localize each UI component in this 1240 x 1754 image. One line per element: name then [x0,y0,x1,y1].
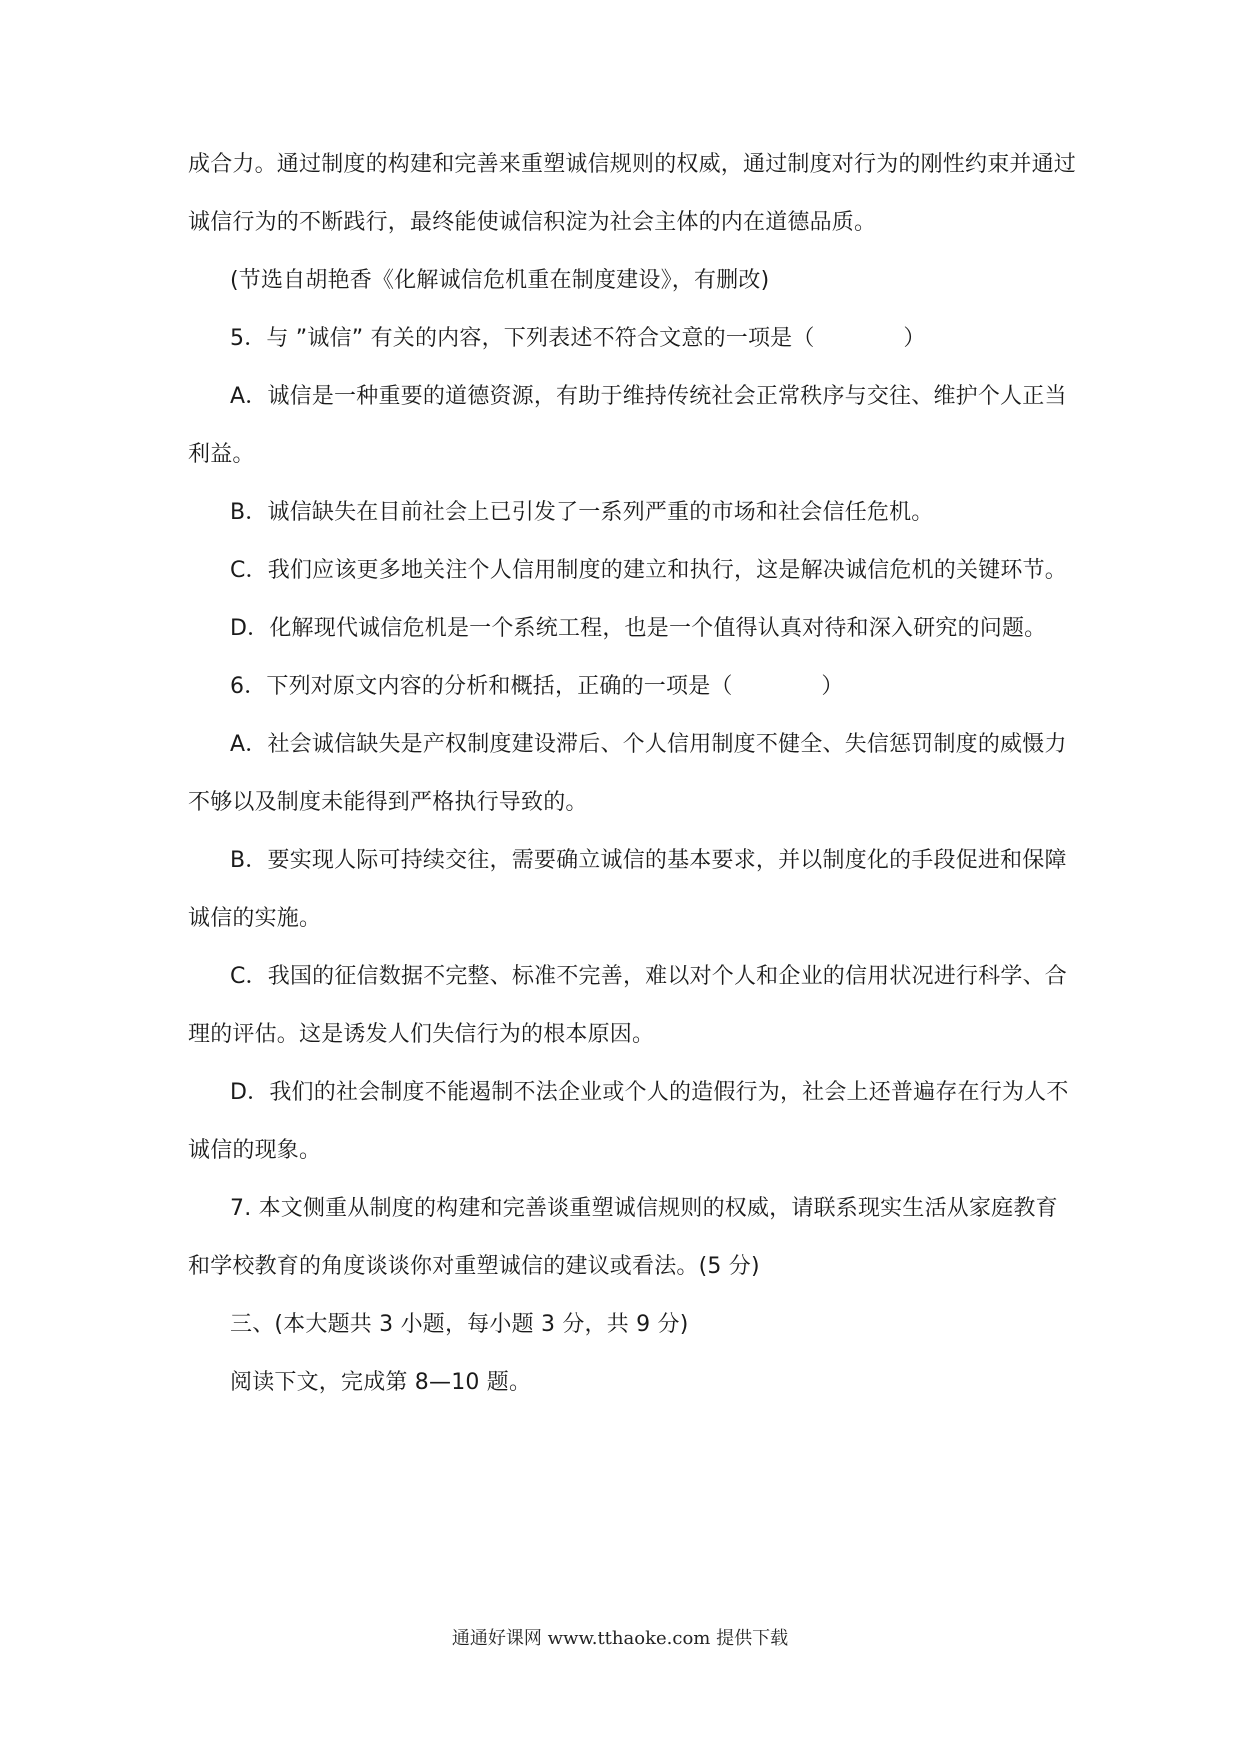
page-footer: 通通好课网 www.tthaoke.com 提供下载 [451,1628,789,1649]
text-line: 6．下列对原文内容的分析和概括，正确的一项是（ ） [230,674,844,699]
text-line: 阅读下文，完成第 8—10 题。 [230,1370,532,1395]
text-line: B．要实现人际可持续交往，需要确立诚信的基本要求，并以制度化的手段促进和保障 [230,848,1067,873]
text-line: D．化解现代诚信危机是一个系统工程，也是一个值得认真对待和深入研究的问题。 [230,616,1047,641]
text-line: 和学校教育的角度谈谈你对重塑诚信的建议或看法。(5 分) [188,1254,760,1279]
text-line: A．诚信是一种重要的道德资源，有助于维持传统社会正常秩序与交往、维护个人正当 [230,384,1067,409]
text-line: C．我们应该更多地关注个人信用制度的建立和执行，这是解决诚信危机的关键环节。 [230,558,1067,583]
text-line: 利益。 [188,442,255,467]
text-line: 理的评估。这是诱发人们失信行为的根本原因。 [188,1022,655,1047]
text-line: A．社会诚信缺失是产权制度建设滞后、个人信用制度不健全、失信惩罚制度的威慑力 [230,732,1067,757]
text-line: 诚信的现象。 [188,1138,322,1163]
text-line: 不够以及制度未能得到严格执行导致的。 [188,790,588,815]
text-line: 5．与 ”诚信” 有关的内容，下列表述不符合文意的一项是（ ） [230,326,926,351]
text-line: 成合力。通过制度的构建和完善来重塑诚信规则的权威，通过制度对行为的刚性约束并通过 [188,152,1077,177]
text-line: C．我国的征信数据不完整、标准不完善，难以对个人和企业的信用状况进行科学、合 [230,964,1067,989]
text-line: 7. 本文侧重从制度的构建和完善谈重塑诚信规则的权威，请联系现实生活从家庭教育 [230,1196,1058,1221]
text-line: 三、(本大题共 3 小题，每小题 3 分，共 9 分) [230,1312,689,1337]
text-line: (节选自胡艳香《化解诚信危机重在制度建设》，有删改) [230,268,770,293]
text-line: B．诚信缺失在目前社会上已引发了一系列严重的市场和社会信任危机。 [230,500,934,525]
text-line: 诚信行为的不断践行，最终能使诚信积淀为社会主体的内在道德品质。 [188,210,877,235]
text-line: D．我们的社会制度不能遏制不法企业或个人的造假行为，社会上还普遍存在行为人不 [230,1080,1069,1105]
text-line: 诚信的实施。 [188,906,322,931]
